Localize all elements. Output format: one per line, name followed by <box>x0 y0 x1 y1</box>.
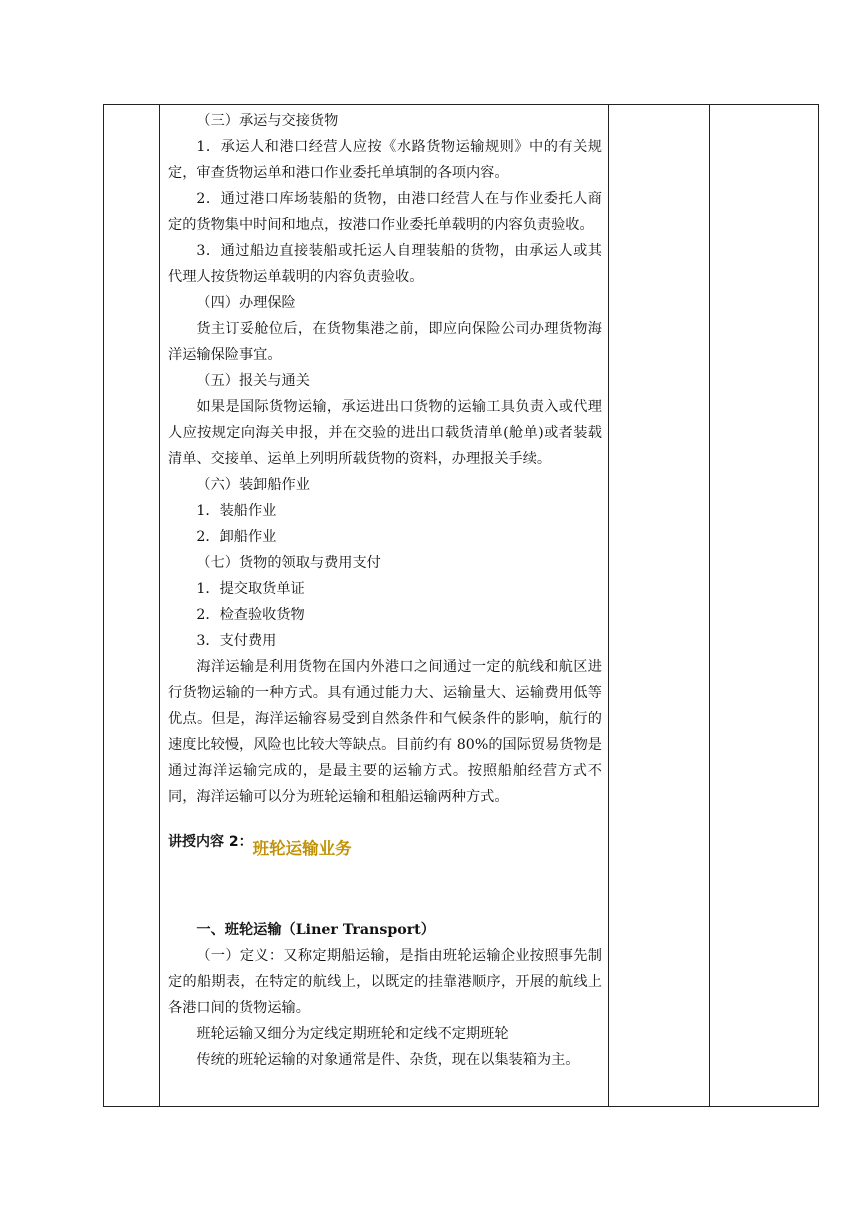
paragraph: 传统的班轮运输的对象通常是件、杂货，现在以集装箱为主。 <box>196 1052 580 1068</box>
paragraph: 货主订妥舱位后，在货物集港之前，即应向保险公司办理货物海洋运输保险事宜。 <box>168 321 602 363</box>
definition-paragraph: （一）定义：又称定期船运输，是指由班轮运输企业按照事先制定的船期表，在特定的航线上，以既定的挂靠港顺序，开展的航线上各港口间的货物运输。 <box>168 948 602 1016</box>
column-divider-3 <box>709 105 710 1106</box>
lesson-content <box>168 108 602 1073</box>
section-heading: （四）办理保险 <box>196 295 296 311</box>
list-item: 1．提交取货单证 <box>196 581 305 597</box>
paragraph: 2．通过港口库场装船的货物，由港口经营人在与作业委托人商定的货物集中时间和地点，按港口作业委托单载明的内容负责验收。 <box>168 191 602 233</box>
section-heading: （六）装卸船作业 <box>196 477 310 493</box>
column-divider-2 <box>608 105 609 1106</box>
topic-label: 讲授内容 2： <box>168 834 253 850</box>
list-item: 2．检查验收货物 <box>196 607 305 623</box>
section-title: 一、班轮运输（Liner Transport） <box>196 922 435 938</box>
column-divider-1 <box>159 105 160 1106</box>
section-heading: （七）货物的领取与费用支付 <box>196 555 381 571</box>
paragraph: 班轮运输又细分为定线定期班轮和定线不定期班轮 <box>196 1026 509 1042</box>
section-heading: （五）报关与通关 <box>196 373 310 389</box>
paragraph: 海洋运输是利用货物在国内外港口之间通过一定的航线和航区进行货物运输的一种方式。具有通过能力大、运输量大、运输费用低等优点。但是，海洋运输容易受到自然条件和气候条件的影响，航行的速度比较慢，风险也比较大等缺点。目前约有 80%的国际贸易货物是通过海洋运输完成的，是最主要的运输方式。按照船舶经营方式不同，海洋运输可以分为班轮运输和租船运输两种方式。 <box>168 659 602 805</box>
paragraph: 如果是国际货物运输，承运进出口货物的运输工具负责入或代理人应按规定向海关申报，并在交验的进出口载货清单(舱单)或者装载清单、交接单、运单上列明所载货物的资料，办理报关手续。 <box>168 399 602 467</box>
topic-title: 班轮运输业务 <box>252 839 352 858</box>
list-item: 2．卸船作业 <box>196 529 277 545</box>
list-item: 3．支付费用 <box>196 633 277 649</box>
topic-line <box>168 828 602 858</box>
list-item: 1．装船作业 <box>196 503 277 519</box>
paragraph: 3．通过船边直接装船或托运人自理装船的货物，由承运人或其代理人按货物运单载明的内容负责验收。 <box>168 243 602 285</box>
section-heading: （三）承运与交接货物 <box>196 113 339 129</box>
paragraph: 1．承运人和港口经营人应按《水路货物运输规则》中的有关规定，审查货物运单和港口作业委托单填制的各项内容。 <box>168 139 602 181</box>
